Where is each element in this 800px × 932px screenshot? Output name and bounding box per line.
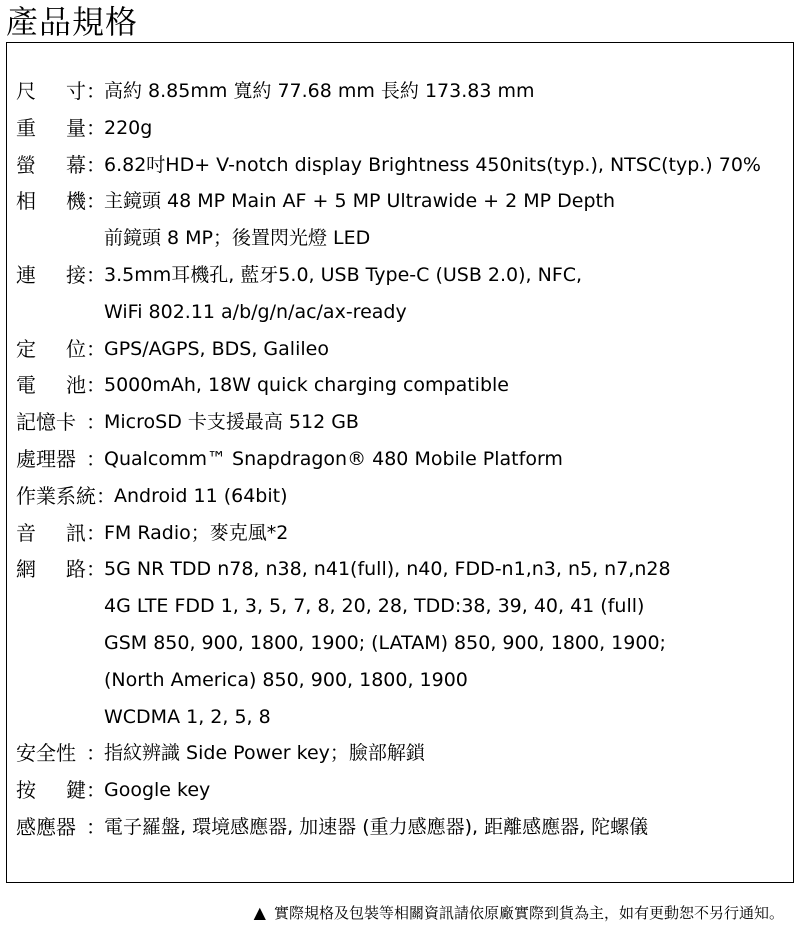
spec-value: Google key xyxy=(104,779,211,802)
spec-colon: ： xyxy=(86,410,106,435)
spec-values xyxy=(104,551,671,735)
spec-row xyxy=(16,367,789,404)
spec-values xyxy=(104,441,563,478)
spec-row xyxy=(16,551,789,735)
spec-label-char: 位 xyxy=(66,336,86,361)
spec-label-char: 尺 xyxy=(16,79,36,103)
spec-colon: ： xyxy=(96,483,116,508)
spec-colon: ： xyxy=(86,557,106,582)
spec-label xyxy=(16,367,86,404)
spec-label-text: 處理器 xyxy=(16,446,76,471)
spec-colon: ： xyxy=(86,79,106,103)
spec-colon: ： xyxy=(86,262,106,287)
spec-label-char: 電 xyxy=(16,373,36,398)
spec-value: 5000mAh, 18W quick charging compatible xyxy=(104,374,509,397)
spec-value: 4G LTE FDD 1, 3, 5, 7, 8, 20, 28, TDD:38, 39, 40, 41 (full) xyxy=(104,595,645,618)
spec-label xyxy=(16,73,86,110)
spec-label-char: 池 xyxy=(66,373,86,398)
spec-label xyxy=(16,147,86,184)
spec-row xyxy=(16,183,789,257)
spec-values xyxy=(104,183,615,257)
spec-values xyxy=(104,110,152,147)
spec-values xyxy=(104,73,535,110)
spec-colon: ： xyxy=(86,189,106,214)
spec-label xyxy=(16,551,86,588)
spec-values xyxy=(104,772,210,809)
spec-label-char: 重 xyxy=(16,115,36,140)
spec-value: 指紋辨識 Side Power key；臉部解鎖 xyxy=(104,742,425,765)
spec-colon: ： xyxy=(86,778,106,803)
spec-label-char: 網 xyxy=(16,557,36,582)
spec-value: 電子羅盤, 環境感應器, 加速器 (重力感應器), 距離感應器, 陀螺儀 xyxy=(104,815,649,838)
spec-values xyxy=(104,735,425,772)
spec-row xyxy=(16,73,789,110)
spec-label xyxy=(16,183,86,220)
spec-row xyxy=(16,809,789,846)
spec-label xyxy=(16,735,86,772)
spec-label-text: 感應器 xyxy=(16,814,76,839)
spec-label-text: 記憶卡 xyxy=(16,410,76,435)
spec-value: (North America) 850, 900, 1800, 1900 xyxy=(104,668,468,691)
spec-colon: ： xyxy=(86,814,106,839)
spec-label-char: 機 xyxy=(66,189,86,214)
spec-row xyxy=(16,772,789,809)
spec-label-char: 路 xyxy=(66,557,86,582)
spec-row xyxy=(16,441,789,478)
spec-value: 3.5mm耳機孔, 藍牙5.0, USB Type-C (USB 2.0), NFC, xyxy=(104,263,583,286)
spec-colon: ： xyxy=(86,115,106,140)
spec-label-char: 鍵 xyxy=(66,778,86,803)
spec-value: 6.82吋HD+ V-notch display Brightness 450nits(typ.), NTSC(typ.) 70% xyxy=(104,153,761,176)
spec-label xyxy=(16,478,96,515)
spec-colon: ： xyxy=(86,520,106,545)
spec-label-text: 安全性 xyxy=(16,741,76,766)
spec-label-char: 連 xyxy=(16,262,36,287)
footer-text: 實際規格及包裝等相關資訊請依原廠實際到貨為主，如有更動恕不另行通知。 xyxy=(273,904,784,922)
spec-label-char: 幕 xyxy=(66,152,86,177)
spec-label xyxy=(16,110,86,147)
spec-label xyxy=(16,809,86,846)
spec-label-text: 作業系統 xyxy=(16,483,96,508)
spec-value: WCDMA 1, 2, 5, 8 xyxy=(104,705,271,728)
spec-colon: ： xyxy=(86,373,106,398)
spec-label xyxy=(16,515,86,552)
spec-row xyxy=(16,515,789,552)
spec-label xyxy=(16,441,86,478)
spec-label xyxy=(16,331,86,368)
warning-triangle-icon: ▲ xyxy=(253,903,266,922)
spec-row xyxy=(16,331,789,368)
spec-values xyxy=(104,331,329,368)
spec-colon: ： xyxy=(86,152,106,177)
spec-value: Qualcomm™ Snapdragon® 480 Mobile Platform xyxy=(104,447,563,470)
spec-label-char: 按 xyxy=(16,778,36,803)
spec-label xyxy=(16,772,86,809)
spec-colon: ： xyxy=(86,741,106,766)
spec-value: WiFi 802.11 a/b/g/n/ac/ax-ready xyxy=(104,300,407,323)
spec-table xyxy=(6,42,794,883)
spec-value: 5G NR TDD n78, n38, n41(full), n40, FDD-n1,n3, n5, n7,n28 xyxy=(104,558,671,581)
spec-label xyxy=(16,257,86,294)
spec-row xyxy=(16,478,789,515)
spec-colon: ： xyxy=(86,336,106,361)
spec-row xyxy=(16,735,789,772)
spec-value: 220g xyxy=(104,116,153,139)
spec-label-char: 螢 xyxy=(16,152,36,177)
spec-label-char: 相 xyxy=(16,189,36,214)
spec-label-char: 定 xyxy=(16,336,36,361)
spec-value: 前鏡頭 8 MP；後置閃光燈 LED xyxy=(104,227,371,250)
spec-rows xyxy=(16,73,789,846)
footer-note xyxy=(254,898,784,928)
spec-values xyxy=(114,478,288,515)
spec-label-char: 量 xyxy=(66,115,86,140)
spec-row xyxy=(16,404,789,441)
spec-values xyxy=(104,515,288,552)
spec-values xyxy=(104,367,509,404)
spec-value: 高約 8.85mm 寬約 77.68 mm 長約 173.83 mm xyxy=(104,80,535,102)
spec-value: Android 11 (64bit) xyxy=(114,484,288,507)
spec-value: FM Radio；麥克風*2 xyxy=(104,521,289,544)
spec-values xyxy=(104,147,761,184)
spec-row xyxy=(16,147,789,184)
spec-colon: ： xyxy=(86,446,106,471)
spec-label-char: 接 xyxy=(66,262,86,287)
spec-values xyxy=(104,809,648,846)
spec-label xyxy=(16,404,86,441)
spec-label-char: 寸 xyxy=(66,79,86,103)
spec-values xyxy=(104,404,359,441)
spec-value: MicroSD 卡支援最高 512 GB xyxy=(104,411,359,434)
spec-label-char: 音 xyxy=(16,520,36,545)
spec-row xyxy=(16,110,789,147)
spec-value: GSM 850, 900, 1800, 1900; (LATAM) 850, 900, 1800, 1900; xyxy=(104,631,666,654)
page-title: 產品規格 xyxy=(6,3,139,41)
spec-value: GPS/AGPS, BDS, Galileo xyxy=(104,337,329,360)
spec-label-char: 訊 xyxy=(66,520,86,545)
spec-row xyxy=(16,257,789,331)
spec-value: 主鏡頭 48 MP Main AF + 5 MP Ultrawide + 2 MP Depth xyxy=(104,190,616,213)
spec-values xyxy=(104,257,582,331)
